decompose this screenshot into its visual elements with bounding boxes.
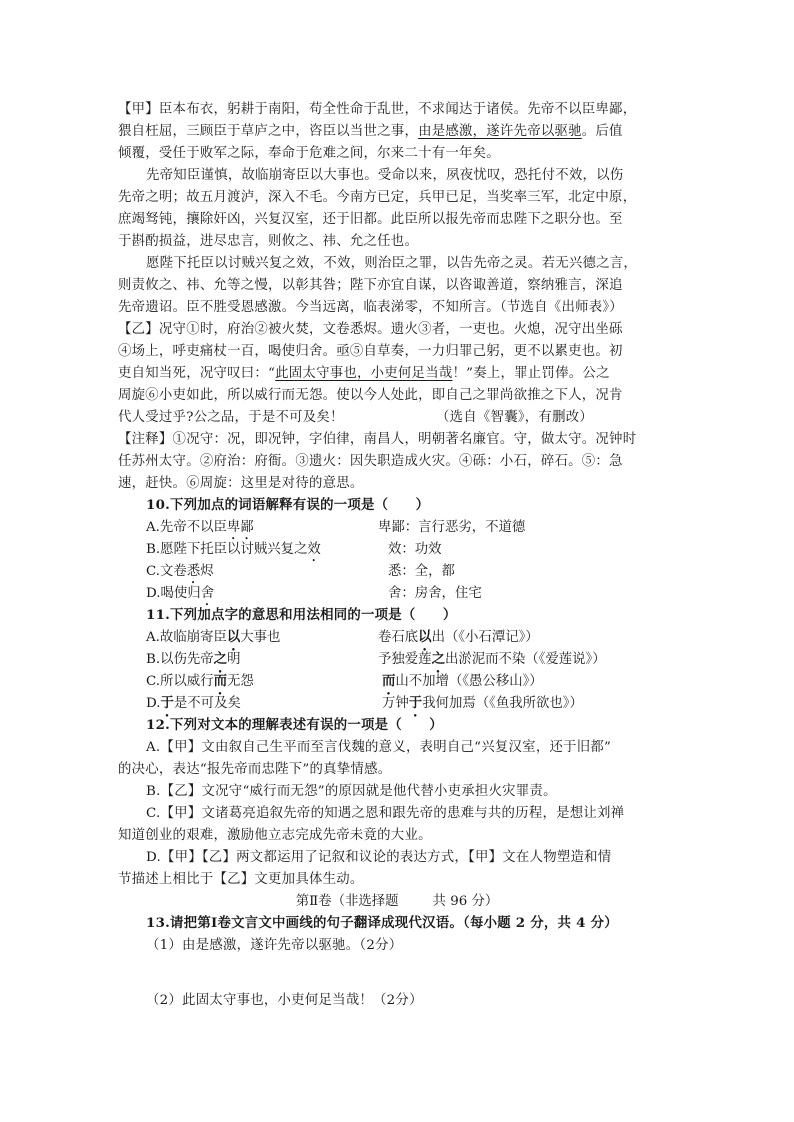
q12-option-a-line-2: 的决心，表达“报先帝而忠陛下”的真挚情感。 [118,762,392,777]
q11-option-d: D.于是不可及矣 万钟于我何加焉（《鱼我所欲也》） [146,695,583,711]
jia-p2-line-3: 庶竭驽钝，攘除奸凶，兴复汉室，还于旧都。此臣所以报先帝而忠陛下之职分也。至 [118,212,623,227]
q13-sentence-1: （1）由是感激，遂许先帝以驱驰。（2分） [146,938,403,953]
q12-option-d-line-1: D.【甲】【乙】两文都运用了记叙和议论的表达方式，【甲】文在人物塑造和情 [146,850,612,865]
q12-option-d-line-2: 节描述上相比于【乙】文更加具体生动。 [118,872,364,887]
notes-line-2: 任苏州太守。②府治：府衙。③遗火：因失职造成火灾。④砾：小石，碎石。⑤：急 [118,454,623,469]
q11-option-a: A.故临崩寄臣以大事也 卷石底以出（《小石潭记》） [146,629,539,645]
q10-option-b: B.愿陛下托臣以讨贼兴复之效 效：功效 [146,542,442,557]
q12-title: 12.下列对文本的理解表述有误的一项是（ ） [146,717,443,733]
q11-option-c: C.所以威行而无怨 而山不加增（《愚公移山》） [146,673,543,689]
q11-option-b: B.以伤先帝之明 予独爱莲之出淤泥而不染（《爱莲说》） [146,651,606,667]
q12-option-c-line-1: C.【甲】文诸葛亮追叙先帝的知遇之恩和跟先帝的患难与共的历程，是想让刘禅 [146,806,625,821]
jia-line-2: 猥自枉屈，三顾臣于草庐之中，咨臣以当世之事，由是感激，遂许先帝以驱驰。后值 [118,124,623,139]
jia-p3-line-1: 愿陛下托臣以讨贼兴复之效，不效，则治臣之罪，以告先帝之灵。若无兴德之言， [146,256,638,271]
q13-title: 13.请把第Ⅰ卷文言文中画线的句子翻译成现代汉语。（每小题 2 分，共 4 分） [146,915,618,931]
q12-option-c-line-2: 知道创业的艰难，激励他立志完成先帝未竟的大业。 [118,828,432,843]
jia-p2-line-4: 于斟酌损益，进尽忠言，则攸之、祎、允之任也。 [118,234,419,249]
jia-p2-line-2: 先帝之明；故五月渡泸，深入不毛。今南方已定，兵甲已足，当奖率三军，北定中原， [118,190,637,205]
q13-sentence-2: （2）此固太守事也，小吏何足当哉！（2分） [146,993,423,1008]
yi-line-4: 周旋⑥小吏如此，所以威行而无怨。使以今人处此，即自己之罪尚欲推之下人，况肯 [118,388,623,403]
yi-line-2: ④场上，呼吏痛杖一百，喝使归舍。亟⑤自草奏，一力归罪己躬，更不以累吏也。初 [118,344,623,359]
section-2-heading: 第Ⅱ卷（非选择题 共 96 分） [295,894,499,909]
notes-line-1: 【注释】①况守：况，即况钟，字伯律，南昌人，明朝著名廉官。守，做太守。况钟时 [118,432,637,447]
notes-line-3: 速，赶快。⑥周旋：这里是对待的意思。 [118,476,364,491]
q12-option-b: B.【乙】文况守“威行而无怨”的原因就是他代替小吏承担火灾罪责。 [146,784,557,799]
jia-line-3: 倾覆，受任于败军之际，奉命于危难之间，尔来二十有一年矣。 [118,146,500,161]
yi-line-3: 吏自知当死，况守叹曰：“此固太守事也，小吏何足当哉！”奏上，罪止罚俸。公之 [118,366,610,381]
q10-option-a: A.先帝不以臣卑鄙 卑鄙：言行恶劣，不道德 [146,520,526,535]
jia-line-1: 【甲】臣本布衣，躬耕于南阳，苟全性命于乱世，不求闻达于诸侯。先帝不以臣卑鄙， [118,102,637,117]
q10-title: 10.下列加点的词语解释有误的一项是（ ） [146,497,430,513]
jia-p3-line-2: 则责攸之、祎、允等之慢，以彰其咎；陛下亦宜自谋，以咨诹善道，察纳雅言，深追 [118,278,623,293]
yi-source: （选自《智囊》，有删改） [436,410,593,425]
q11-title: 11.下列加点字的意思和用法相同的一项是（ ） [146,607,457,623]
yi-line-1: 【乙】况守①时，府治②被火焚，文卷悉烬。遗火③者，一吏也。火熄，况守出坐砾 [118,322,623,337]
q10-option-c: C.文卷悉烬 悉：全，都 [146,564,455,579]
underlined-sentence-2: 此固太守事也，小吏何足当哉 [275,366,453,381]
jia-p3-line-3: 先帝遗诏。臣不胜受恩感激。今当远离，临表涕零，不知所言。（节选自《出师表》） [118,300,623,315]
jia-p2-line-1: 先帝知臣谨慎，故临崩寄臣以大事也。受命以来，夙夜忧叹，恐托付不效，以伤 [146,168,624,183]
underlined-sentence-1: 由是感激，遂许先帝以驱驰 [418,124,582,139]
q12-option-a-line-1: A.【甲】文由叙自己生平而至言伐魏的意义，表明自己“兴复汉室，还于旧都” [146,740,612,755]
yi-line-5: 代人受过乎?公之品，于是不可及矣！ （选自《智囊》，有删改） [118,407,678,428]
q10-option-d: D.喝使归舍 舍：房舍，住宅 [146,586,482,601]
